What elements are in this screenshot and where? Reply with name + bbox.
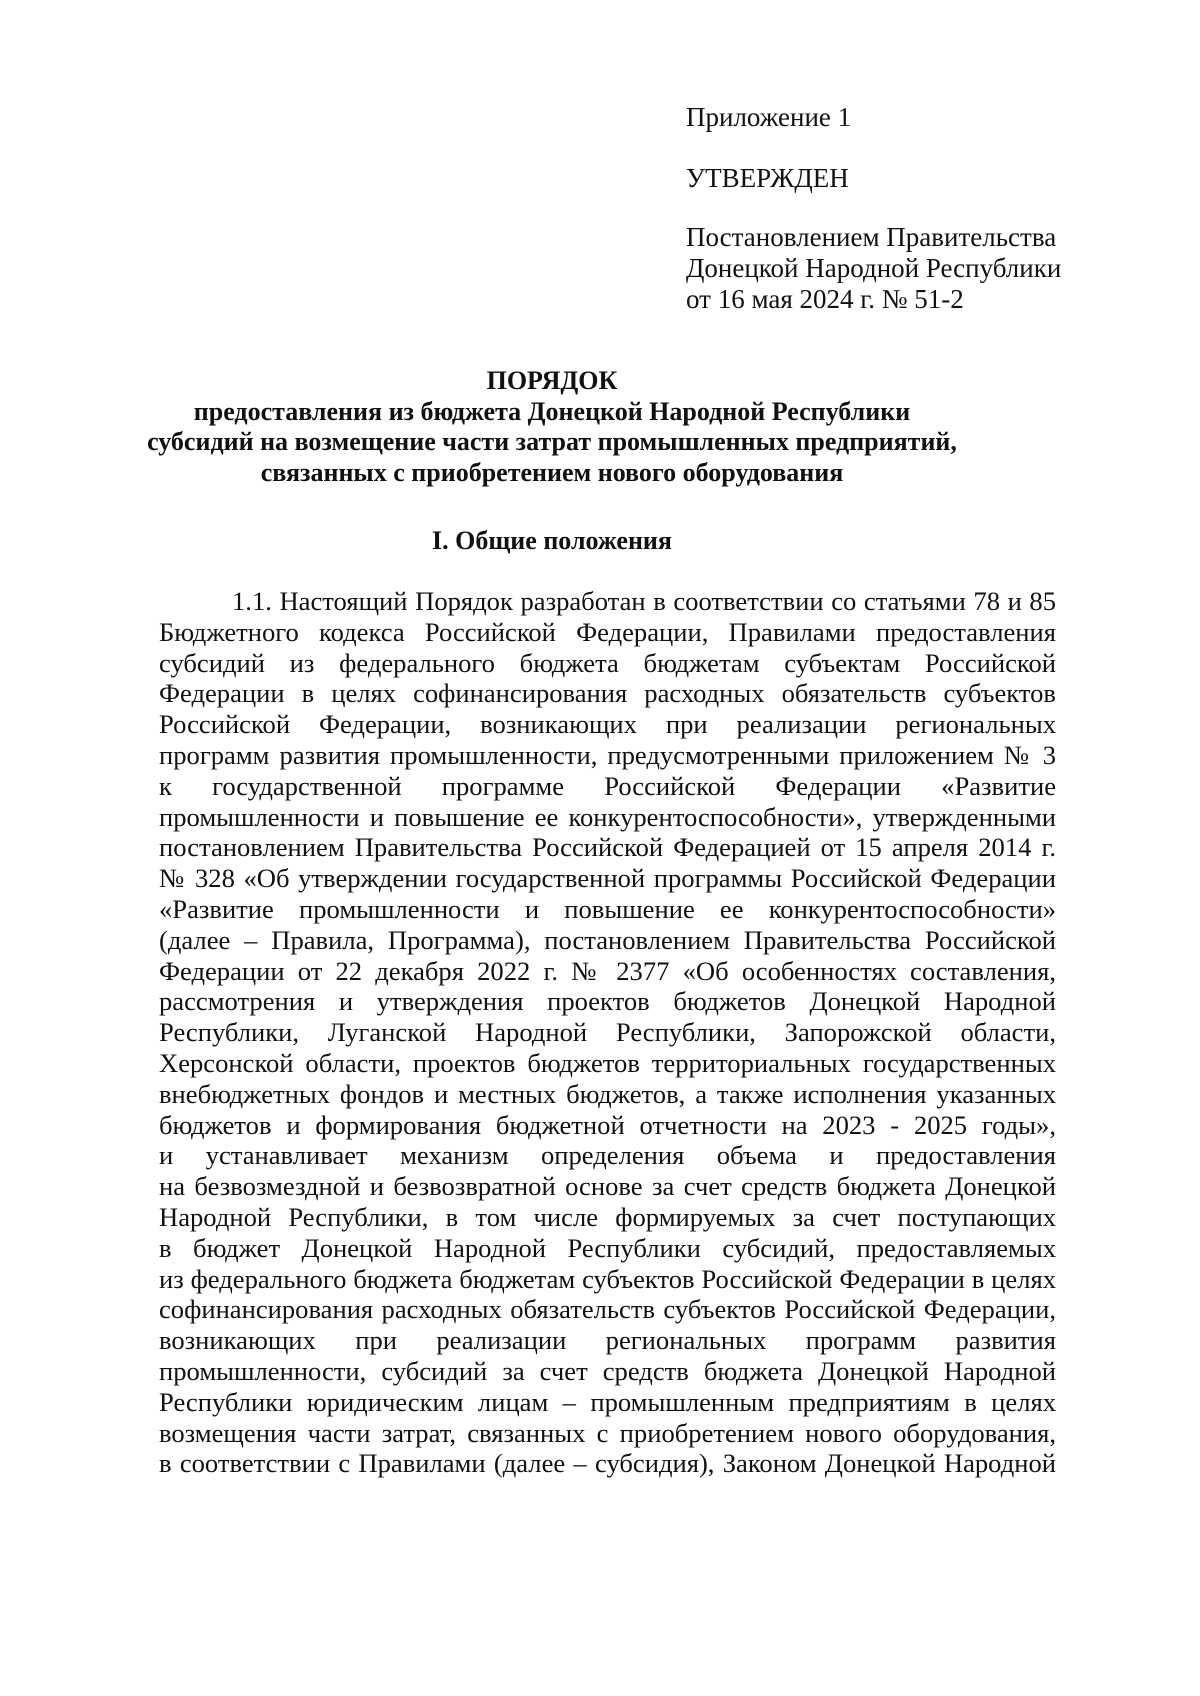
paragraph-line: Бюджетного кодекса Российской Федерации, Правилами предоставления (159, 616, 1056, 647)
paragraph-line: промышленности и повышение ее конкурентоспособности», утвержденными (159, 801, 1056, 832)
paragraph-line: «Развитие промышленности и повышение ее конкурентоспособности» (159, 893, 1056, 924)
paragraph-line: Республики юридическим лицам – промышленным предприятиям в целях (159, 1386, 1056, 1417)
paragraph-line: Федерации от 22 декабря 2022 г. № 2377 «Об особенностях составления, (159, 955, 1056, 986)
paragraph-line: возмещения части затрат, связанных с приобретением нового оборудования, (159, 1417, 1056, 1448)
title-line: предоставления из бюджета Донецкой Народной Республики (193, 396, 911, 426)
title-line: субсидий на возмещение части затрат промышленных предприятий, (147, 427, 957, 456)
paragraph-line: Российской Федерации, возникающих при реализации региональных (159, 709, 1056, 740)
paragraph-line: Республики, Луганской Народной Республики, Запорожской области, (159, 1017, 1056, 1048)
appendix-label: Приложение 1 (686, 102, 852, 132)
paragraph-line: бюджетов и формирования бюджетной отчетности на 2023 - 2025 годы», (159, 1109, 1056, 1140)
paragraph-line: промышленности, субсидий за счет средств бюджета Донецкой Народной (159, 1355, 1056, 1386)
paragraph-1-1 (159, 586, 1056, 1479)
paragraph-line: субсидий из федерального бюджета бюджетам субъектам Российской (159, 647, 1056, 678)
paragraph-line: Херсонской области, проектов бюджетов территориальных государственных (159, 1047, 1056, 1078)
paragraph-line: и устанавливает механизм определения объема и предоставления (159, 1140, 1056, 1171)
document-title (0, 366, 1104, 488)
paragraph-line: Федерации в целях софинансирования расходных обязательств субъектов (159, 678, 1056, 709)
paragraph-line: (далее – Правила, Программа), постановлением Правительства Российской (159, 924, 1056, 955)
paragraph-line: Народной Республики, в том числе формируемых за счет поступающих (159, 1201, 1056, 1232)
paragraph-line: внебюджетных фондов и местных бюджетов, а также исполнения указанных (159, 1078, 1056, 1109)
title-line: связанных с приобретением нового оборудования (260, 457, 844, 487)
approval-stamp-block (686, 102, 1076, 315)
paragraph-line: софинансирования расходных обязательств субъектов Российской Федерации, (159, 1294, 1056, 1325)
decree-line: Постановлением Правительства (686, 222, 1057, 252)
paragraph-line: на безвозмездной и безвозвратной основе за счет средств бюджета Донецкой (159, 1171, 1056, 1202)
paragraph-line: постановлением Правительства Российской Федерацией от 15 апреля 2014 г. (159, 832, 1056, 863)
paragraph-line: программ развития промышленности, предусмотренными приложением № 3 (159, 739, 1056, 770)
section-heading: I. Общие положения (432, 526, 672, 555)
paragraph-line: в соответствии с Правилами (далее – субсидия), Законом Донецкой Народной (159, 1448, 1056, 1479)
decree-line: от 16 мая 2024 г. № 51-2 (686, 284, 964, 314)
title-heading: ПОРЯДОК (486, 366, 618, 395)
paragraph-line: возникающих при реализации региональных программ развития (159, 1325, 1056, 1356)
approved-label: УТВЕРЖДЕН (686, 163, 849, 193)
paragraph-line: из федерального бюджета бюджетам субъектов Российской Федерации в целях (159, 1263, 1056, 1294)
paragraph-line: в бюджет Донецкой Народной Республики субсидий, предоставляемых (159, 1232, 1056, 1263)
decree-line: Донецкой Народной Республики (686, 253, 1062, 283)
paragraph-line: рассмотрения и утверждения проектов бюджетов Донецкой Народной (159, 986, 1056, 1017)
paragraph-line: № 328 «Об утверждении государственной программы Российской Федерации (159, 863, 1056, 894)
paragraph-line: 1.1. Настоящий Порядок разработан в соответствии со статьями 78 и 85 (232, 586, 1056, 616)
paragraph-line: к государственной программе Российской Федерации «Развитие (159, 770, 1056, 801)
